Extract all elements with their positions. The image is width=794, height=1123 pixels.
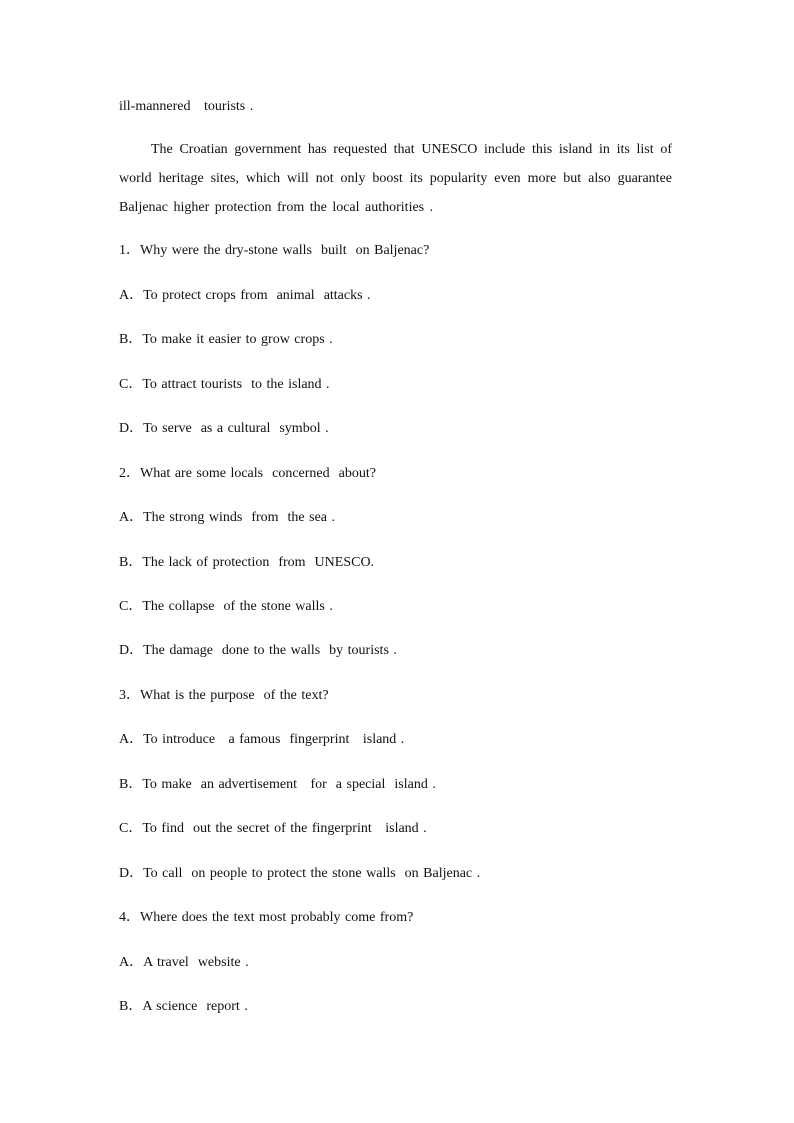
question-2-option-d: D．The damage done to the walls by tourists .	[119, 643, 397, 658]
question-1-option-c: C．To attract tourists to the island .	[119, 377, 330, 392]
question-1-stem: 1．Why were the dry-stone walls built on Baljenac?	[119, 243, 430, 258]
question-3-option-a: A．To introduce a famous fingerprint island .	[119, 732, 405, 747]
passage-paragraph	[119, 136, 672, 222]
question-3-option-c: C．To find out the secret of the fingerprint island .	[119, 821, 427, 836]
question-4-stem: 4．Where does the text most probably come from?	[119, 910, 414, 925]
question-1-option-a: A．To protect crops from animal attacks .	[119, 288, 371, 303]
question-4-option-a: A．A travel website .	[119, 955, 249, 970]
question-4-option-b: B．A science report .	[119, 999, 248, 1014]
paragraph-text: The Croatian government has requested that UNESCO include this island in its list of world heritage sites, which will not only boost its popularity even more but also guarantee Baljenac higher protection from the local authorities .	[119, 142, 672, 215]
question-3-option-d: D．To call on people to protect the stone walls on Baljenac .	[119, 866, 481, 881]
question-2-stem: 2．What are some locals concerned about?	[119, 466, 376, 481]
question-3-stem: 3．What is the purpose of the text?	[119, 688, 329, 703]
passage-fragment: ill-mannered tourists .	[119, 99, 254, 114]
question-3-option-b: B．To make an advertisement for a special island .	[119, 777, 436, 792]
question-2-option-c: C．The collapse of the stone walls .	[119, 599, 333, 614]
question-1-option-b: B．To make it easier to grow crops .	[119, 332, 333, 347]
question-1-option-d: D．To serve as a cultural symbol .	[119, 421, 329, 436]
question-2-option-a: A．The strong winds from the sea .	[119, 510, 336, 525]
question-2-option-b: B．The lack of protection from UNESCO.	[119, 555, 375, 570]
